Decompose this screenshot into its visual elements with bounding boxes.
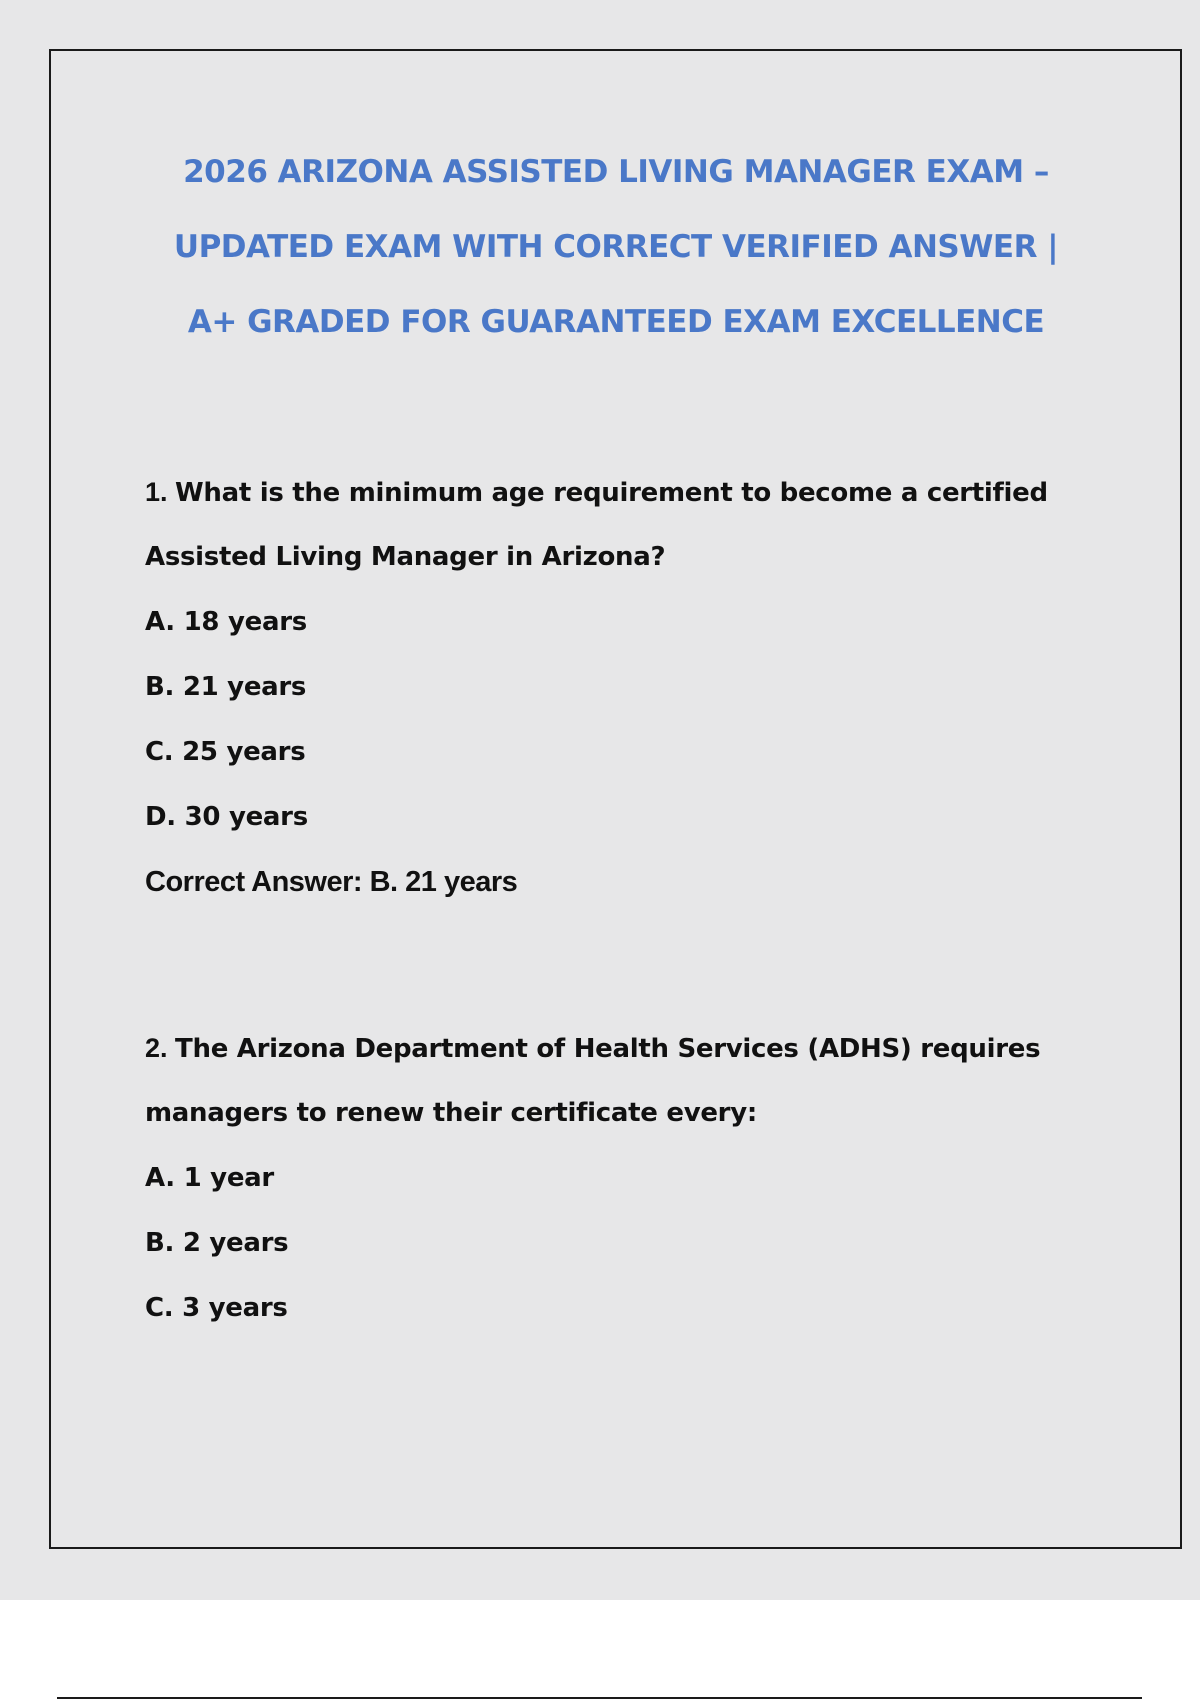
question-number: 2. (145, 1033, 168, 1063)
next-page-rule (57, 1697, 1142, 1699)
question-text: The Arizona Department of Health Services (ADHS) requires (175, 1034, 1041, 1064)
question-stem-line (145, 460, 1048, 525)
question-text: Assisted Living Manager in Arizona? (145, 542, 666, 572)
question-1 (145, 460, 1048, 915)
title-line: UPDATED EXAM WITH CORRECT VERIFIED ANSWER | (173, 229, 1059, 265)
question-number: 1. (145, 477, 168, 507)
question-stem-line (145, 1016, 1045, 1081)
title-line: 2026 ARIZONA ASSISTED LIVING MANAGER EXAM – (183, 154, 1049, 190)
answer-option-a: A. 1 year (145, 1163, 274, 1193)
correct-answer: Correct Answer: B. 21 years (145, 866, 518, 898)
document-title (60, 135, 1172, 360)
answer-option-b: B. 2 years (145, 1228, 289, 1258)
question-text: What is the minimum age requirement to become a certified (175, 478, 1048, 508)
answer-option-a: A. 18 years (145, 607, 307, 637)
title-line: A+ GRADED FOR GUARANTEED EXAM EXCELLENCE (187, 304, 1045, 340)
question-2 (145, 1016, 1045, 1341)
answer-option-b: B. 21 years (145, 672, 307, 702)
answer-option-c: C. 25 years (145, 737, 306, 767)
answer-option-d: D. 30 years (145, 802, 308, 832)
answer-option-c: C. 3 years (145, 1293, 288, 1323)
question-text: managers to renew their certificate every: (145, 1098, 757, 1128)
